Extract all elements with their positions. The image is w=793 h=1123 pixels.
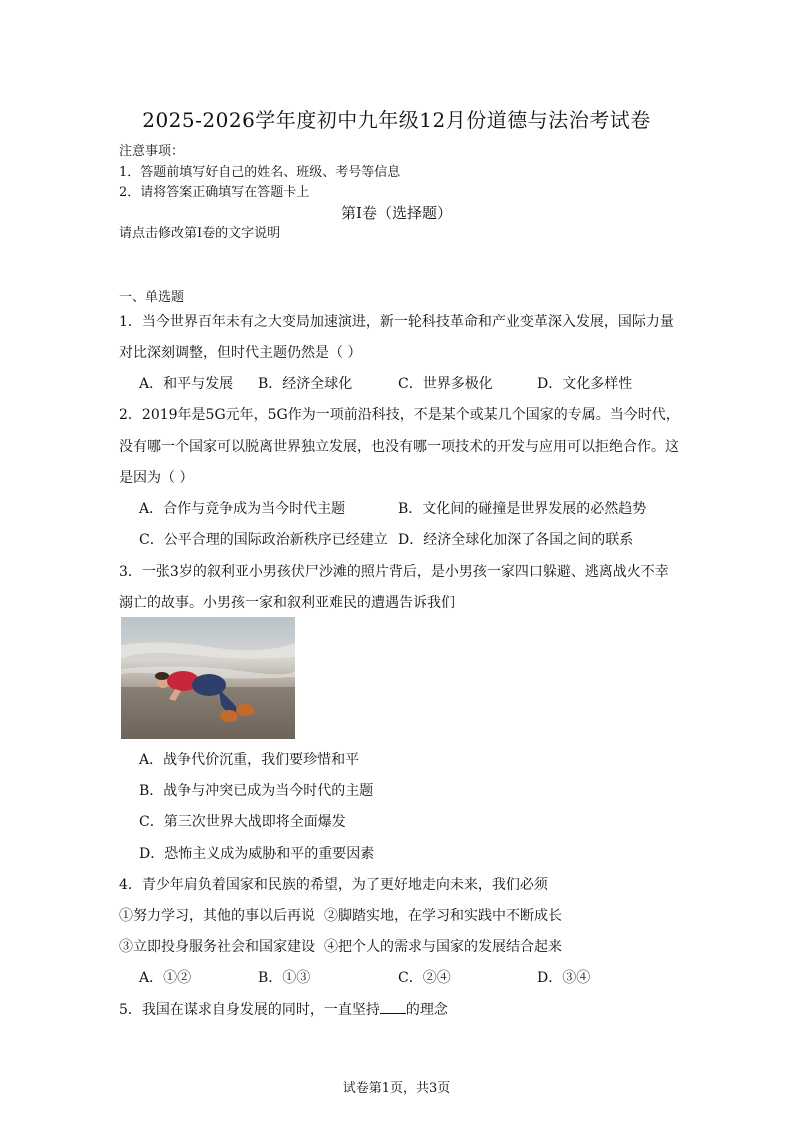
answer-blank[interactable] <box>380 1001 406 1014</box>
question-3-line: 溺亡的故事。小男孩一家和叙利亚难民的遭遇告诉我们 <box>119 595 455 611</box>
q2-option-b[interactable]: B．文化间的碰撞是世界发展的必然趋势 <box>398 501 647 517</box>
question-1-line: 对比深刻调整，但时代主题仍然是（ ） <box>119 345 362 361</box>
notice-heading: 注意事项： <box>119 144 185 159</box>
q2-option-c[interactable]: C．公平合理的国际政治新秩序已经建立 <box>139 532 388 548</box>
q3-option-c[interactable]: C．第三次世界大战即将全面爆发 <box>139 814 346 830</box>
question-1-line: 1．当今世界百年未有之大变局加速演进，新一轮科技革命和产业变革深入发展，国际力量 <box>119 314 674 330</box>
q1-option-b[interactable]: B．经济全球化 <box>258 376 353 392</box>
beach-child-photo <box>121 617 295 739</box>
q4-option-d[interactable]: D．③④ <box>537 970 591 986</box>
question-5-line <box>119 999 448 1019</box>
question-5-text: 5．我国在谋求自身发展的同时，一直坚持 <box>119 1002 380 1018</box>
q1-option-a[interactable]: A．和平与发展 <box>139 376 234 392</box>
q4-option-a[interactable]: A．①② <box>139 970 192 986</box>
q1-option-d[interactable]: D．文化多样性 <box>537 376 633 392</box>
question-5-text-end: 的理念 <box>405 1002 448 1018</box>
q3-option-a[interactable]: A．战争代价沉重，我们要珍惜和平 <box>139 752 360 768</box>
q4-option-c[interactable]: C．②④ <box>398 970 451 986</box>
q4-statement: ①努力学习，其他的事以后再说 <box>119 908 315 924</box>
q4-statement: ②脚踏实地，在学习和实践中不断成长 <box>324 908 562 924</box>
question-2-line: 是因为（ ） <box>119 470 194 486</box>
section-note[interactable]: 请点击修改第I卷的文字说明 <box>119 226 281 241</box>
q4-statement: ③立即投身服务社会和国家建设 <box>119 939 315 955</box>
q3-option-d[interactable]: D．恐怖主义成为威胁和平的重要因素 <box>139 846 375 862</box>
q4-statement: ④把个人的需求与国家的发展结合起来 <box>324 939 562 955</box>
q1-option-c[interactable]: C．世界多极化 <box>398 376 493 392</box>
q2-option-d[interactable]: D．经济全球化加深了各国之间的联系 <box>398 532 634 548</box>
question-4-line: 4．青少年肩负着国家和民族的希望，为了更好地走向未来，我们必须 <box>119 877 548 893</box>
question-3-line: 3．一张3岁的叙利亚小男孩伏尸沙滩的照片背后，是小男孩一家四口躲避、逃离战火不幸 <box>119 564 669 580</box>
q2-option-a[interactable]: A．合作与竞争成为当今时代主题 <box>139 501 346 517</box>
exam-title: 2025-2026学年度初中九年级12月份道德与法治考试卷 <box>142 108 651 132</box>
question-2-line: 没有哪一个国家可以脱离世界独立发展，也没有哪一项技术的开发与应用可以拒绝合作。这 <box>119 439 679 455</box>
notice-item: 1．答题前填写好自己的姓名、班级、考号等信息 <box>119 165 401 180</box>
page-footer: 试卷第1页，共3页 <box>342 1081 451 1096</box>
question-2-line: 2．2019年是5G元年，5G作为一项前沿科技，不是某个或某几个国家的专属。当今时代， <box>119 407 680 423</box>
q4-option-b[interactable]: B．①③ <box>258 970 311 986</box>
notice-item: 2．请将答案正确填写在答题卡上 <box>119 185 310 200</box>
part-heading: 一、单选题 <box>119 290 185 305</box>
section-title: 第I卷（选择题） <box>341 204 452 222</box>
q3-option-b[interactable]: B．战争与冲突已成为当今时代的主题 <box>139 783 374 799</box>
